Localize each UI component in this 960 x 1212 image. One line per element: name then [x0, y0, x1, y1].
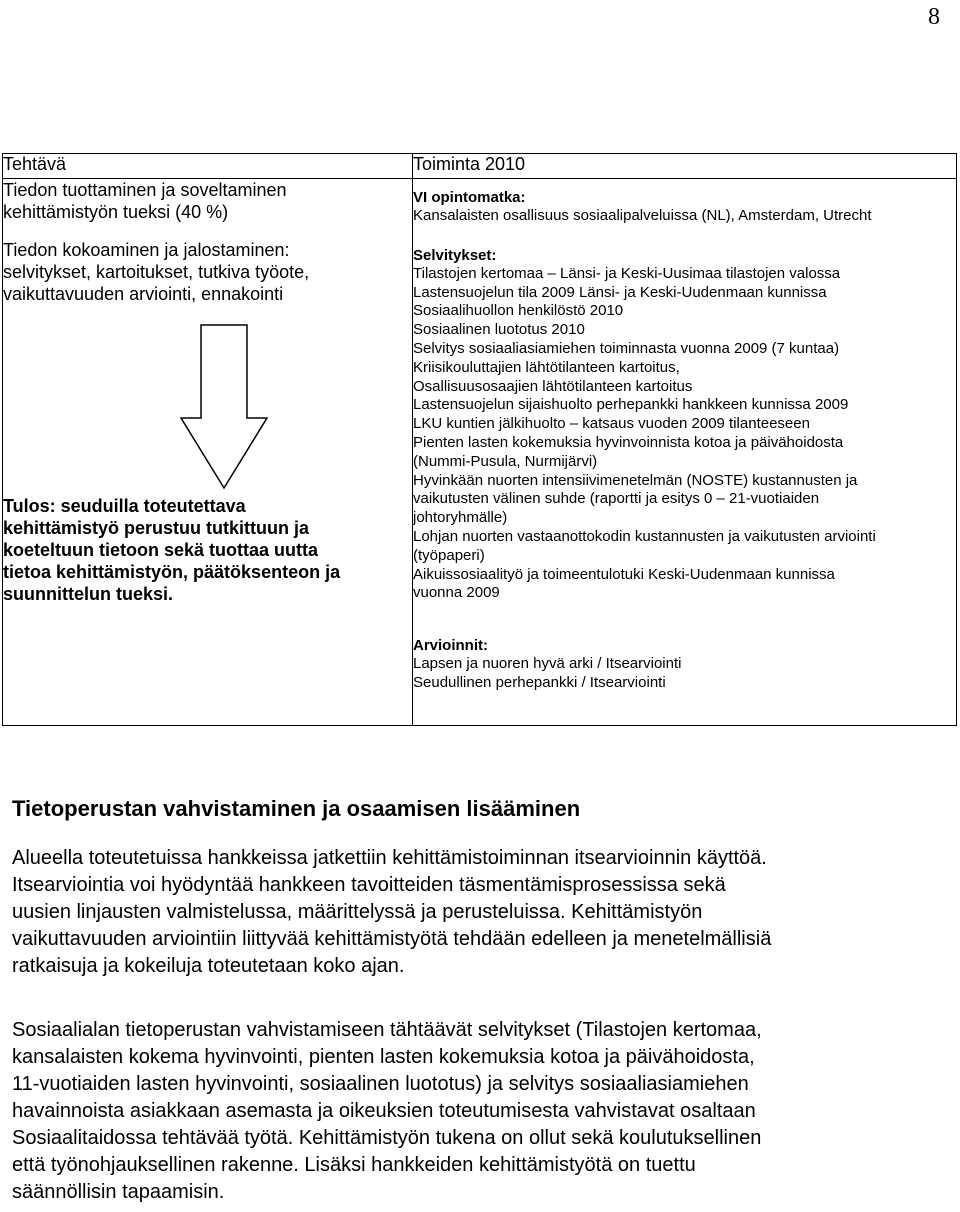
header-activity: Toiminta 2010 — [413, 154, 957, 179]
paragraph-1: Alueella toteutetuissa hankkeissa jatkettiin kehittämistoiminnan itsearvioinnin käyttöä. Itsearviointia voi hyödyntää hankkeen tavoitteiden täsmentämisprosessissa sekä uusien linjausten valmistelussa, määrittelyssä ja perusteluissa. Kehittämistyön vaikuttavuuden arviointiin liittyvää kehittämistyötä tehdään edelleen ja menetelmällisiä ratkaisuja ja kokeiluja toteutetaan koko ajan. — [12, 847, 772, 977]
activity-table — [2, 153, 957, 726]
down-arrow-icon — [179, 323, 269, 493]
header-task: Tehtävä — [3, 154, 413, 179]
list-item: Osallisuusosaajien lähtötilanteen kartoitus — [413, 377, 693, 395]
task-cell — [3, 179, 413, 726]
gathering-text: Tiedon kokoaminen ja jalostaminen: selvitykset, kartoitukset, tutkiva työote, vaikuttavuuden arviointi, ennakointi — [3, 240, 310, 304]
list-item: Lastensuojelun tila 2009 Länsi- ja Keski-Uudenmaan kunnissa — [413, 283, 827, 301]
list-item: LKU kuntien jälkihuolto – katsaus vuoden 2009 tilanteeseen — [413, 415, 810, 433]
list-item: Lastensuojelun sijaishuolto perhepankki hankkeen kunnissa 2009 — [413, 396, 849, 414]
list-item: (Nummi-Pusula, Nurmijärvi) — [413, 452, 598, 470]
study-trip-title: VI opintomatka: — [413, 189, 526, 206]
result-text: Tulos: seuduilla toteutettava kehittämistyö perustuu tutkittuun ja koeteltuun tietoon sekä tuottaa uutta tietoa kehittämistyön, päätöksenteon ja suunnittelun tueksi. — [3, 496, 341, 604]
list-item: Sosiaalinen luototus 2010 — [413, 321, 585, 339]
reports-list — [413, 265, 956, 603]
list-item: Pienten lasten kokemuksia hyvinvoinnista kotoa ja päivähoidosta — [413, 433, 844, 451]
section-title: Tietoperustan vahvistaminen ja osaamisen lisääminen — [12, 796, 581, 821]
evaluations-title: Arvioinnit: — [413, 637, 488, 655]
list-item: Sosiaalihuollon henkilöstö 2010 — [413, 302, 624, 320]
list-item: johtoryhmälle) — [413, 509, 508, 527]
study-trip-text: Kansalaisten osallisuus sosiaalipalveluissa (NL), Amsterdam, Utrecht — [413, 207, 872, 224]
paragraph-2: Sosiaalialan tietoperustan vahvistamiseen tähtäävät selvitykset (Tilastojen kertomaa, kansalaisten kokema hyvinvointi, pienten lasten kokemuksia kotoa ja päivähoidosta, 11-vuotiaiden lasten hyvinvointi, sosiaalinen luototus) ja selvitys sosiaaliasiamiehen havainnoista asiakkaan asemasta ja oikeuksien toteutumisesta vahvistavat osaltaan Sosiaalitaidossa tehtävää työtä. Kehittämistyön tukena on ollut sekä koulutuksellinen että työnohjauksellinen rakenne. Lisäksi hankkeiden kehittämistyötä on tuettu säännöllisin tapaamisin. — [12, 1019, 762, 1203]
page-number: 8 — [928, 4, 940, 30]
list-item: Lohjan nuorten vastaanottokodin kustannusten ja vaikutusten arviointi — [413, 527, 876, 545]
list-item: Kriisikouluttajien lähtötilanteen kartoitus, — [413, 358, 680, 376]
list-item: Lapsen ja nuoren hyvä arki / Itsearviointi — [413, 655, 682, 673]
list-item: Tilastojen kertomaa – Länsi- ja Keski-Uusimaa tilastojen valossa — [413, 264, 841, 282]
list-item: Aikuissosiaalityö ja toimeentulotuki Keski-Uudenmaan kunnissa — [413, 565, 835, 583]
activity-cell — [413, 179, 957, 726]
reports-title: Selvitykset: — [413, 246, 497, 264]
list-item: Selvitys sosiaaliasiamiehen toiminnasta vuonna 2009 (7 kuntaa) — [413, 339, 840, 357]
task-title: Tiedon tuottaminen ja soveltaminen kehittämistyön tueksi (40 %) — [3, 180, 287, 222]
list-item: vaikutusten välinen suhde (raportti ja esitys 0 – 21-vuotiaiden — [413, 490, 820, 508]
list-item: Seudullinen perhepankki / Itsearviointi — [413, 673, 666, 691]
list-item: Hyvinkään nuorten intensiivimenetelmän (NOSTE) kustannusten ja — [413, 471, 858, 489]
list-item: (työpaperi) — [413, 546, 485, 564]
list-item: vuonna 2009 — [413, 584, 500, 602]
